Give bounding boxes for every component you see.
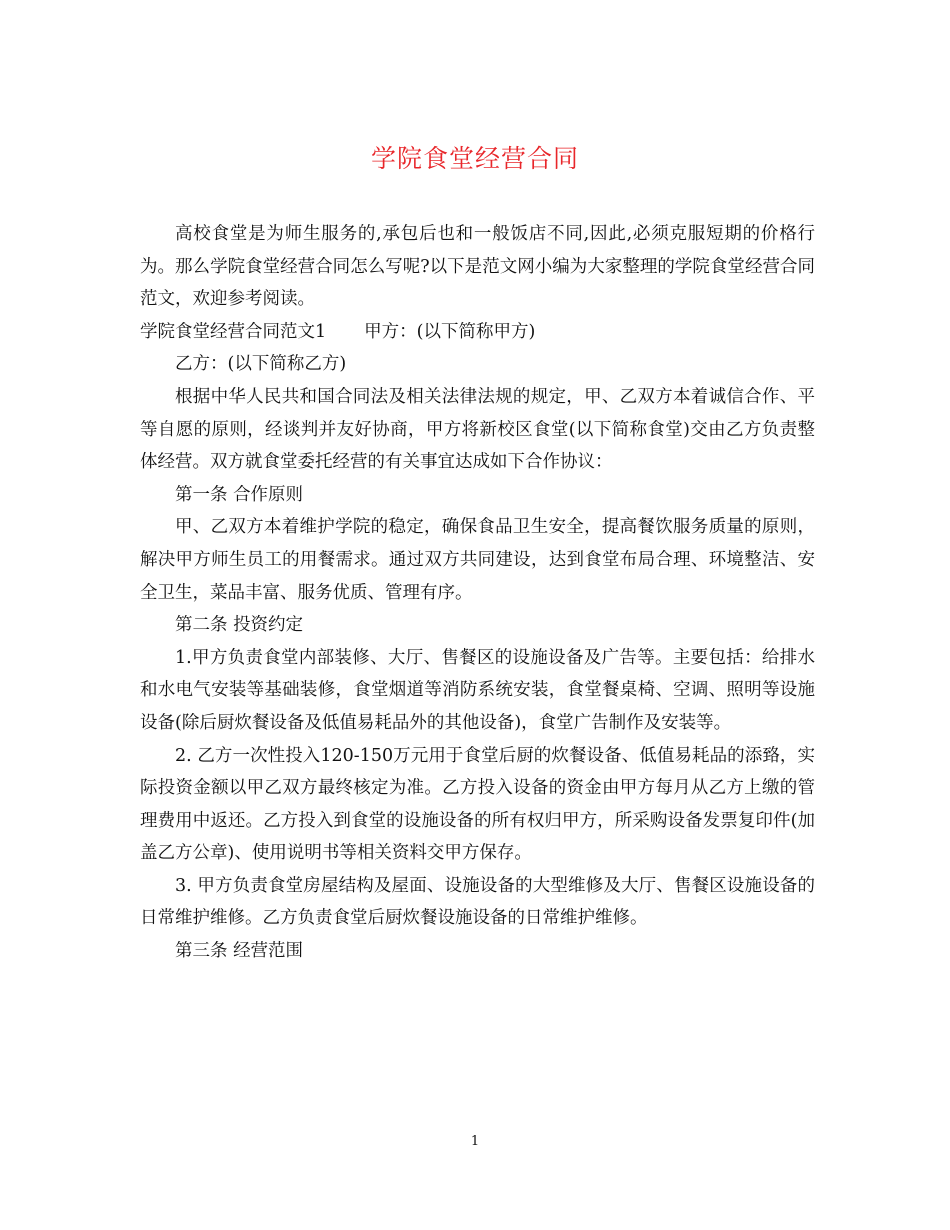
intro-paragraph: 高校食堂是为师生服务的,承包后也和一般饭店不同,因此,必须克服短期的价格行为。那么学院食堂经营合同怎么写呢?以下是范文网小编为大家整理的学院食堂经营合同范文，欢迎参考阅读。: [140, 224, 815, 310]
party-a-line: 甲方：(以下简称甲方): [364, 321, 536, 342]
page-number: 1: [470, 1134, 480, 1149]
article-2-item-1: 1.甲方负责食堂内部装修、大厅、售餐区的设施设备及广告等。主要包括：给排水和水电气安装等基础装修，食堂烟道等消防系统安装，食堂餐桌椅、空调、照明等设施设备(除后厨炊餐设备及低值易耗品外的其他设备)，食堂广告制作及安装等。: [140, 647, 815, 733]
document-title: 学院食堂经营合同: [370, 144, 579, 173]
party-b-line: 乙方：(以下简称乙方): [175, 354, 347, 375]
article-1-paragraph: 甲、乙双方本着维护学院的稳定，确保食品卫生安全，提高餐饮服务质量的原则，解决甲方师生员工的用餐需求。通过双方共同建设，达到食堂布局合理、环境整洁、安全卫生，菜品丰富、服务优质、管理有序。: [140, 517, 815, 603]
article-1-heading: 第一条 合作原则: [175, 484, 304, 505]
article-2-item-2: 2. 乙方一次性投入120-150万元用于食堂后厨的炊餐设备、低值易耗品的添臵，实际投资金额以甲乙双方最终核定为准。乙方投入设备的资金由甲方每月从乙方上缴的管理费用中返还。乙方投入到食堂的设施设备的所有权归甲方，所采购设备发票复印件(加盖乙方公章)、使用说明书等相关资料交甲方保存。: [140, 745, 815, 864]
article-2-heading: 第二条 投资约定: [175, 615, 304, 636]
article-2-item-3: 3. 甲方负责食堂房屋结构及屋面、设施设备的大型维修及大厅、售餐区设施设备的日常维护维修。乙方负责食堂后厨炊餐设施设备的日常维护维修。: [140, 875, 815, 929]
article-3-heading: 第三条 经营范围: [175, 941, 304, 962]
sample-heading-label: 学院食堂经营合同范文1: [140, 321, 327, 342]
sample-heading-line: [140, 316, 815, 349]
preamble-paragraph: 根据中华人民共和国合同法及相关法律法规的规定，甲、乙双方本着诚信合作、平等自愿的原则，经谈判并友好协商，甲方将新校区食堂(以下简称食堂)交由乙方负责整体经营。双方就食堂委托经营的有关事宜达成如下合作协议：: [140, 386, 815, 473]
document-body: [140, 218, 815, 968]
